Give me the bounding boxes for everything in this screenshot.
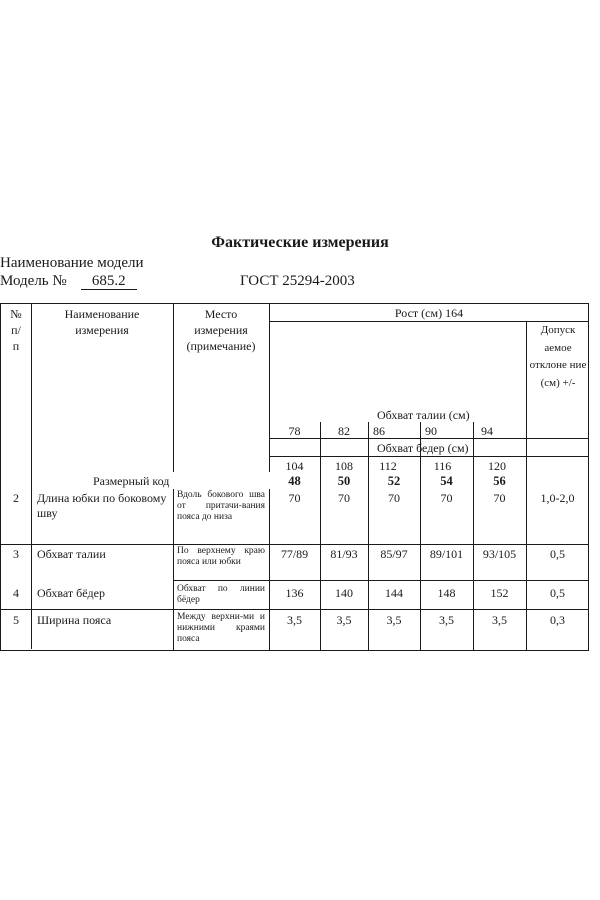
row-name: Длина юбки по боковому шву [37,491,167,520]
header-number-3: п [12,339,20,353]
row-value: 70 [338,491,350,505]
hips-value: 112 [379,459,397,473]
grid-line [173,489,174,651]
model-number [0,273,137,290]
row-tolerance: 0,5 [550,586,565,600]
row-value: 148 [437,586,456,600]
hips-value: 104 [285,459,304,473]
row-value: 144 [385,586,403,600]
waist-value: 90 [425,424,437,438]
row-tolerance: 0,5 [550,547,565,561]
row-place: По верхнему краю пояса или юбки [177,546,265,567]
row-value: 70 [388,491,400,505]
row-name: Обхват талии [37,547,106,561]
row-value: 140 [335,586,353,600]
row-value: 3,5 [439,613,454,627]
page-title: Фактические измерения [211,234,389,251]
row-value: 89/101 [429,547,464,561]
hips-value: 120 [488,459,506,473]
grid-line [269,456,589,457]
size-value: 54 [440,474,453,488]
row-value: 3,5 [386,613,402,627]
row-value: 93/105 [482,547,517,561]
size-value: 50 [337,474,351,488]
row-value: 3,5 [336,613,352,627]
row-tolerance: 0,3 [550,613,565,627]
row-place: Между верхни-ми и нижними краями пояса [177,612,265,644]
row-value: 70 [440,491,453,505]
row-name: Ширина пояса [37,613,112,627]
row-number: 3 [13,547,19,561]
measurements-table [0,303,589,651]
header-number-2: п/ [11,323,21,337]
grid-line [526,321,527,651]
header-number-1: № [10,307,22,321]
size-value: 56 [493,474,506,488]
waist-value: 82 [338,424,350,438]
waist-value: 78 [288,424,301,438]
row-number: 2 [13,491,19,505]
row-place: Обхват по линии бёдер [177,584,265,605]
row-place: Вдоль бокового шва от притачи-вания пояса до низа [177,490,265,522]
row-value: 3,5 [287,613,302,627]
row-value: 81/93 [330,547,358,561]
header-waist: Обхват талии (см) [377,408,470,422]
header-name-2: измерения [75,323,129,337]
header-tolerance: Допуск аемое отклоне ние (см) +/- [529,324,587,389]
row-value: 136 [285,586,304,600]
model-number-label: Модель № [0,273,67,289]
row-number: 5 [13,613,19,627]
grid-line [269,304,270,472]
size-value: 52 [387,474,401,488]
gost-standard: ГОСТ 25294-2003 [240,273,355,289]
waist-value: 86 [373,424,385,438]
size-code-label: Размерный код [93,474,170,488]
header-name-1: Наименование [64,307,140,321]
hips-value: 116 [433,459,452,473]
hips-value: 108 [335,459,353,473]
row-number: 4 [13,586,19,600]
row-value: 3,5 [492,613,507,627]
size-value: 48 [288,474,301,488]
waist-value: 94 [481,424,493,438]
row-value: 70 [493,491,506,505]
header-height: Рост (см) 164 [394,306,464,320]
row-tolerance: 1,0-2,0 [540,491,575,505]
grid-line [269,438,589,439]
row-name: Обхват бёдер [37,586,105,600]
grid-line [1,544,589,545]
row-value: 152 [490,586,509,600]
row-value: 85/97 [380,547,408,561]
header-place-1: Место [204,307,238,321]
row-value: 70 [288,491,301,505]
grid-line [173,580,589,581]
model-name-label: Наименование модели [0,255,144,271]
header-place-2: измерения [194,323,248,337]
model-number-value: 685.2 [81,274,137,290]
grid-line [1,609,589,610]
row-value: 77/89 [280,547,309,561]
header-hips: Обхват бедер (см) [377,441,469,455]
header-place-3: (примечание) [186,339,256,353]
